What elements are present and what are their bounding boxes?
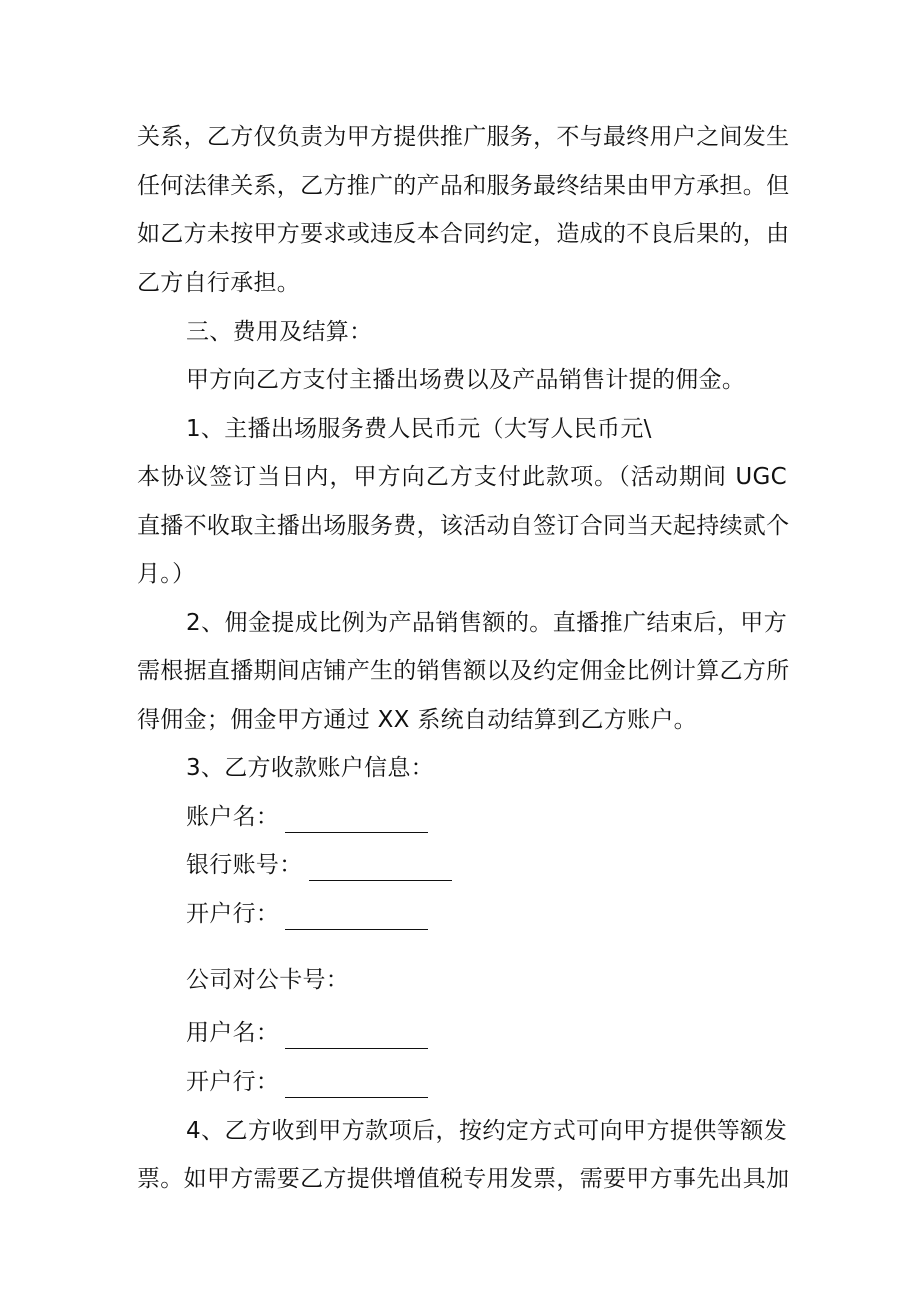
account-name-field <box>186 801 787 833</box>
clause-1: 1、主播出场服务费人民币元（大写人民币元\ <box>186 416 652 442</box>
bank-account-blank <box>309 856 452 881</box>
user-name-field <box>186 1017 787 1049</box>
paragraph-line: 得佣金；佣金甲方通过 XX 系统自动结算到乙方账户。 <box>137 707 697 733</box>
account-name-blank <box>285 808 428 833</box>
paragraph-line: 甲方向乙方支付主播出场费以及产品销售计提的佣金。 <box>186 367 746 393</box>
bank-branch-blank <box>285 905 428 930</box>
bank-branch-2-field <box>186 1066 787 1098</box>
bank-branch-label: 开户行： <box>186 901 280 927</box>
paragraph-line: 乙方自行承担。 <box>137 270 301 296</box>
bank-branch-2-blank <box>285 1073 428 1098</box>
corporate-card-label: 公司对公卡号： <box>186 967 350 993</box>
paragraph-line: 需根据直播期间店铺产生的销售额以及约定佣金比例计算乙方所 <box>137 658 790 684</box>
clause-4: 4、乙方收到甲方款项后，按约定方式可向甲方提供等额发 <box>186 1118 787 1144</box>
account-name-label: 账户名： <box>186 804 280 830</box>
bank-branch-field <box>186 898 787 930</box>
paragraph-line: 关系，乙方仅负责为甲方提供推广服务，不与最终用户之间发生 <box>137 124 790 150</box>
paragraph-line: 直播不收取主播出场服务费，该活动自签订合同当天起持续贰个 <box>137 513 790 539</box>
bank-account-label: 银行账号： <box>186 852 303 878</box>
user-name-blank <box>285 1024 428 1049</box>
paragraph-line: 任何法律关系，乙方推广的产品和服务最终结果由甲方承担。但 <box>137 173 790 199</box>
paragraph-line: 月。） <box>137 561 196 587</box>
user-name-label: 用户名： <box>186 1020 280 1046</box>
paragraph-line: 票。如甲方需要乙方提供增值税专用发票，需要甲方事先出具加 <box>137 1166 790 1192</box>
paragraph-line: 如乙方未按甲方要求或违反本合同约定，造成的不良后果的，由 <box>137 221 790 247</box>
bank-branch-2-label: 开户行： <box>186 1069 280 1095</box>
bank-account-field <box>186 849 787 881</box>
clause-2: 2、佣金提成比例为产品销售额的。直播推广结束后，甲方 <box>186 610 787 636</box>
clause-3: 3、乙方收款账户信息： <box>186 755 434 781</box>
section-heading: 三、费用及结算： <box>186 319 373 345</box>
paragraph-line: 本协议签订当日内，甲方向乙方支付此款项。（活动期间 UGC <box>137 464 787 490</box>
